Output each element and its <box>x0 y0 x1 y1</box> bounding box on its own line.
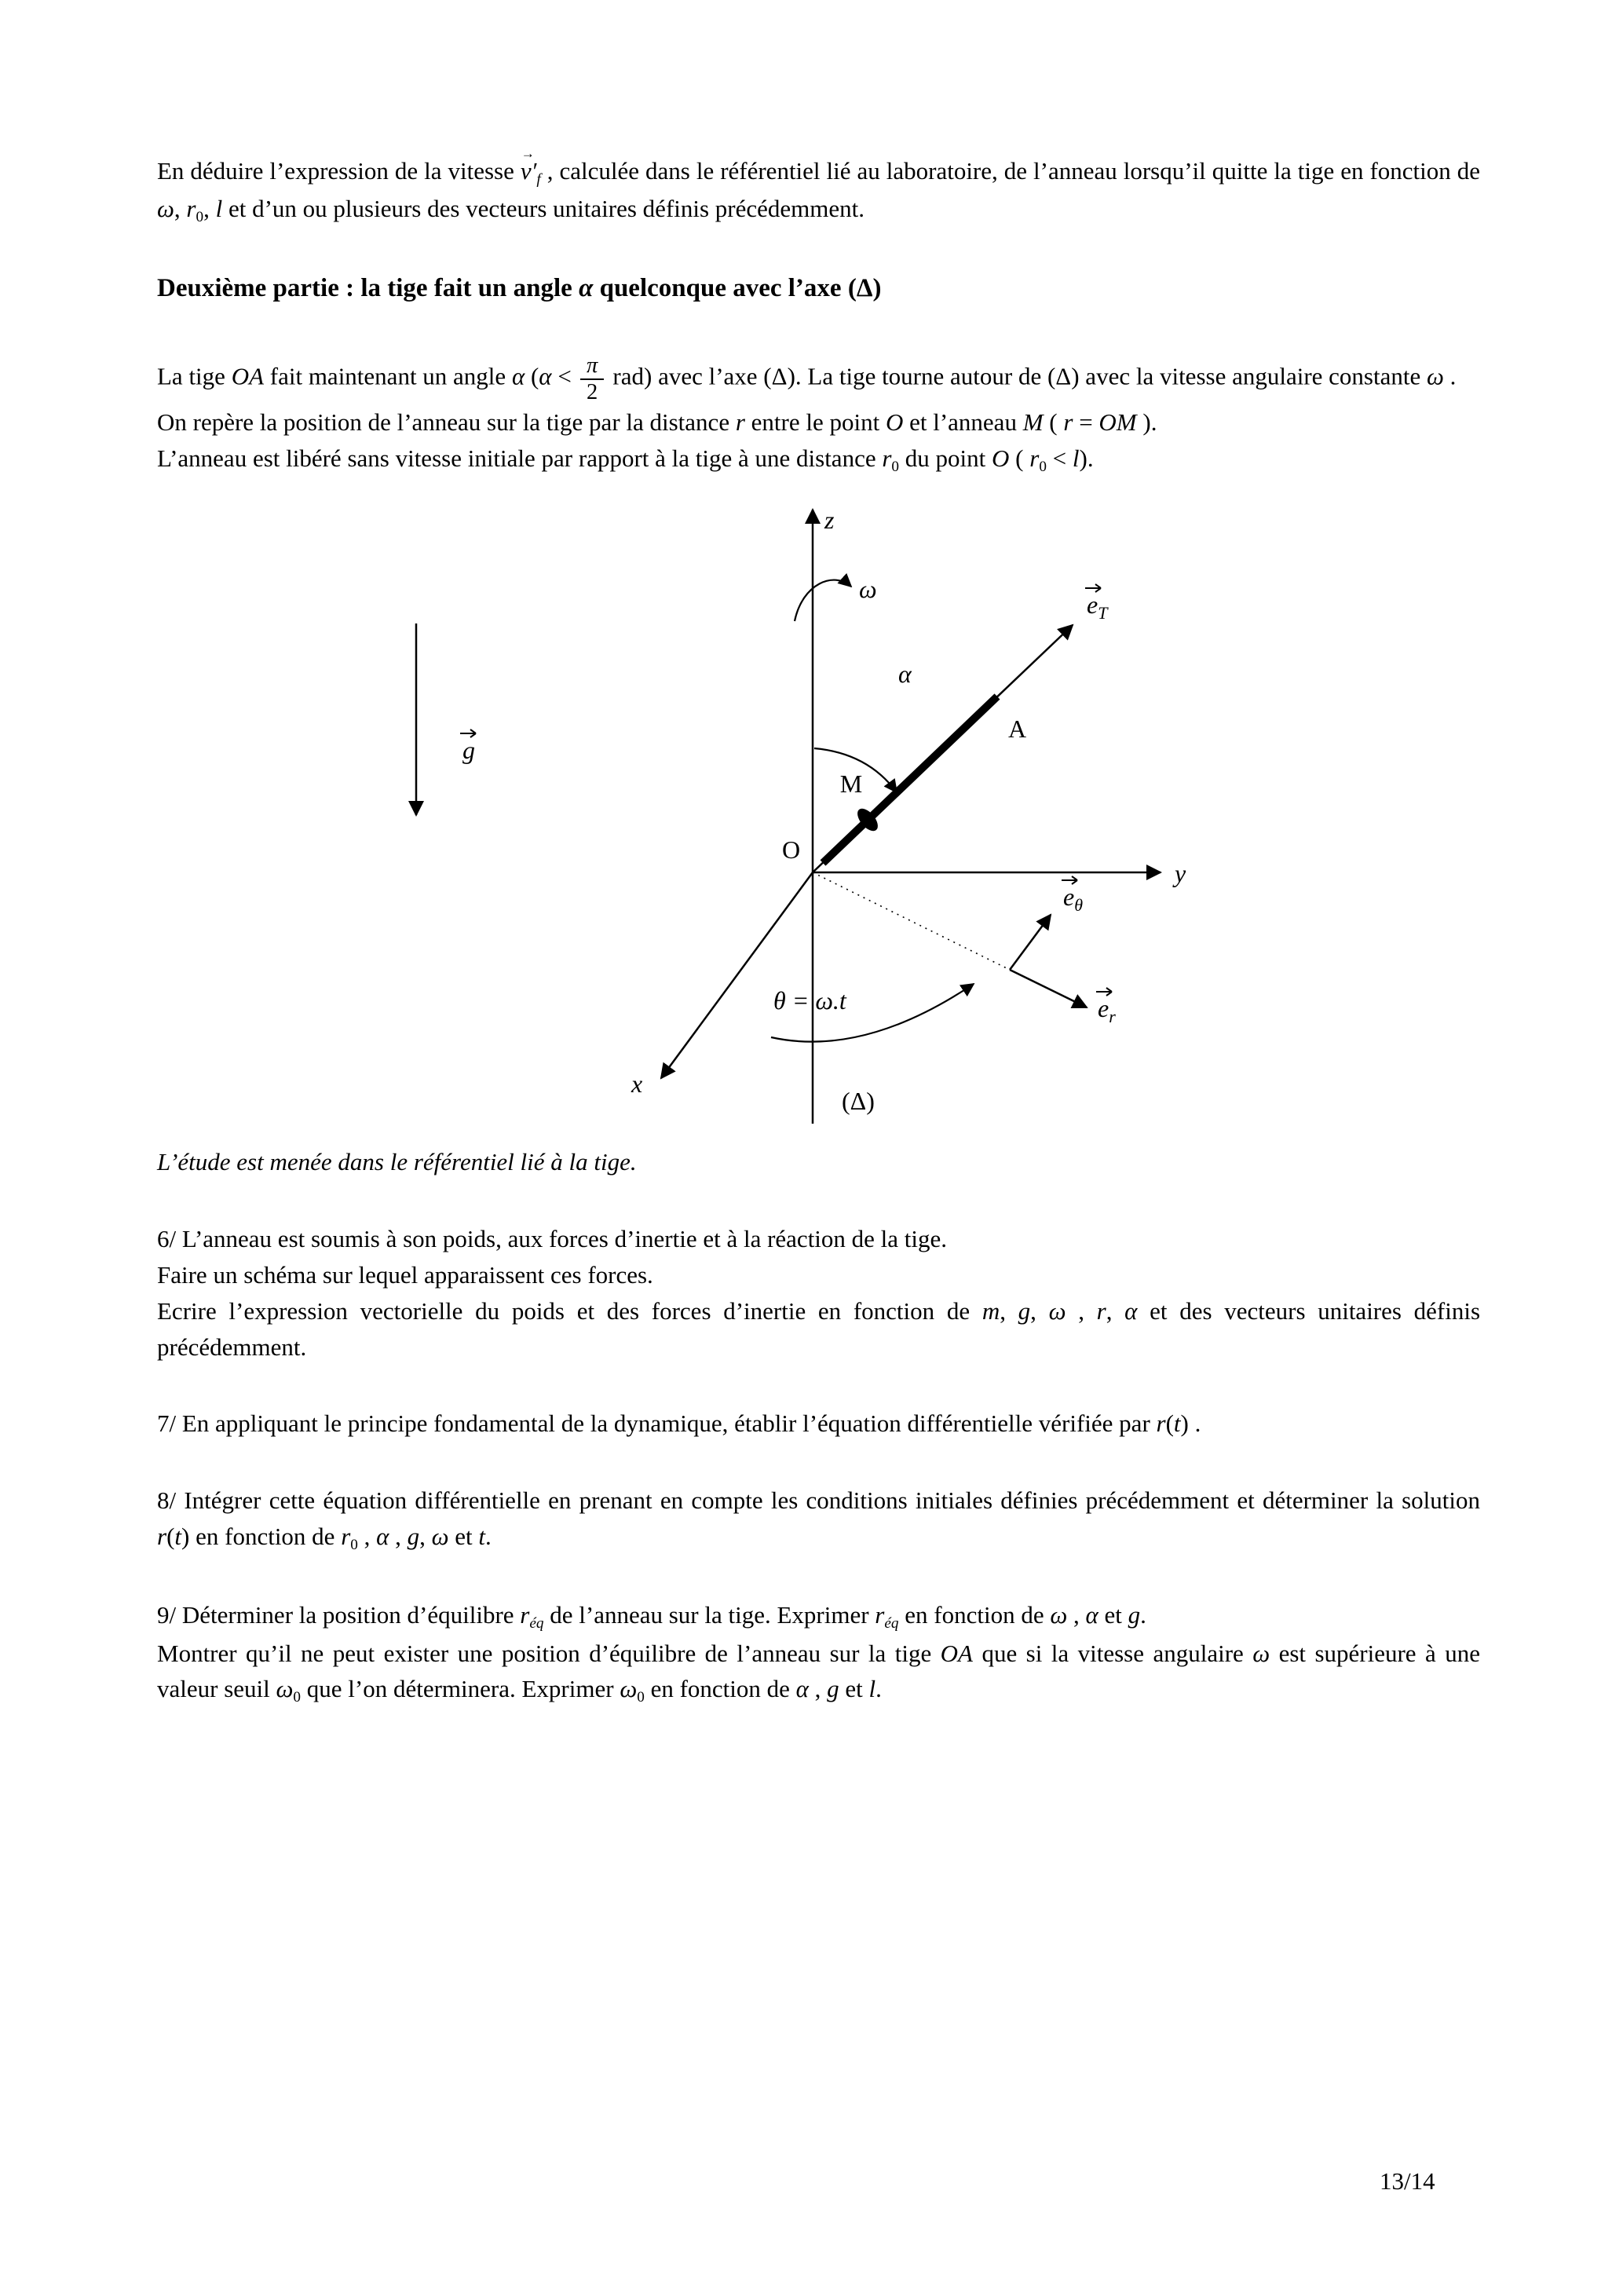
question-9-line-2: Montrer qu’il ne peut exister une position d’équilibre de l’anneau sur la tige OA que si la vitesse angulaire ω est supérieure à une valeur seuil ω0 que l’on déterminera. Exprimer ω0 en fonction de α , g et l. <box>157 1639 1480 1706</box>
svg-text:eT: $e_T$ <box>1087 590 1108 623</box>
study-frame-note: L’étude est menée dans le référentiel lié à la tige. <box>157 1148 637 1176</box>
rod-projection-dotted <box>813 872 1010 970</box>
question-6-line-1: 6/ L’anneau est soumis à son poids, aux forces d’inertie et à la réaction de la tige. <box>157 1224 948 1252</box>
y-axis-label: y <box>1175 859 1186 888</box>
point-M-label: M <box>839 770 863 799</box>
svg-text:eθ: $e_\theta$ <box>1063 883 1084 916</box>
question-9 <box>157 1597 1480 1709</box>
document-content <box>157 153 1480 1709</box>
z-axis-label: z <box>824 506 835 535</box>
e-theta-vector <box>1010 915 1051 970</box>
question-9-line-1: 9/ Déterminer la position d’équilibre réq de l’anneau sur la tige. Exprimer réq en fonction de ω , α et g. <box>157 1601 1146 1632</box>
point-A-label: A <box>1008 715 1027 744</box>
page-number: 13/14 <box>1380 2167 1435 2195</box>
x-axis-label: x <box>631 1069 643 1099</box>
section-heading-part2: Deuxième partie : la tige fait un angle α quelconque avec l’axe (Δ) <box>157 274 882 303</box>
omega-label: ω <box>859 575 877 604</box>
paragraph-rod-angle: La tige OA fait maintenant un angle α (α < $\frac{\pi}{2}$ rad) avec l’axe (Δ). La tige tourne autour de (Δ) avec la vitesse angulaire constante ω . <box>157 353 1457 404</box>
e-r-vector <box>1010 970 1087 1007</box>
svg-text:er: $e_r$ <box>1098 994 1116 1027</box>
point-O-label: O <box>782 835 801 865</box>
question-7: 7/ En appliquant le principe fondamental de la dynamique, établir l’équation différentielle vérifiée par r(t) . <box>157 1409 1201 1438</box>
rod-axis-diagram <box>314 495 1256 1133</box>
paragraph-ring-position: On repère la position de l’anneau sur la tige par la distance r entre le point O et l’anneau M ( r = OM ). <box>157 408 1157 436</box>
omega-rotation-arrow <box>795 580 851 621</box>
theta-equals-omega-t-label: θ = ω.t <box>773 986 846 1015</box>
question-6 <box>157 1221 1480 1366</box>
e-T-vector-label <box>1085 584 1109 623</box>
gravity-label: g <box>462 736 475 765</box>
question-8: 8/ Intégrer cette équation différentielle en prenant en compte les conditions initiales définies précédemment et déterminer la solution r(t) en fonction de r0 , α , g, ω et t. <box>157 1486 1480 1553</box>
paragraph-velocity-expression: En déduire l’expression de la vitesse v →′f , calculée dans le référentiel lié au laboratoire, de l’anneau lorsqu’il quitte la tige en fonction de ω, r0, l et d’un ou plusieurs des vecteurs unitaires définis précédemment. <box>157 153 1480 229</box>
e-theta-vector-label <box>1062 876 1083 915</box>
paragraph-ring-released: L’anneau est libéré sans vitesse initiale par rapport à la tige à une distance r0 du point O ( r0 < l). <box>157 444 1094 475</box>
x-axis-line <box>661 872 813 1078</box>
question-6-line-3: Ecrire l’expression vectorielle du poids et des forces d’inertie en fonction de m, g, ω , r, α et des vecteurs unitaires définis précédemment. <box>157 1296 1481 1361</box>
e-r-vector-label <box>1096 988 1116 1026</box>
alpha-label: α <box>898 660 912 689</box>
delta-axis-label: (Δ) <box>842 1087 875 1116</box>
question-6-line-2: Faire un schéma sur lequel apparaissent ces forces. <box>157 1260 653 1289</box>
